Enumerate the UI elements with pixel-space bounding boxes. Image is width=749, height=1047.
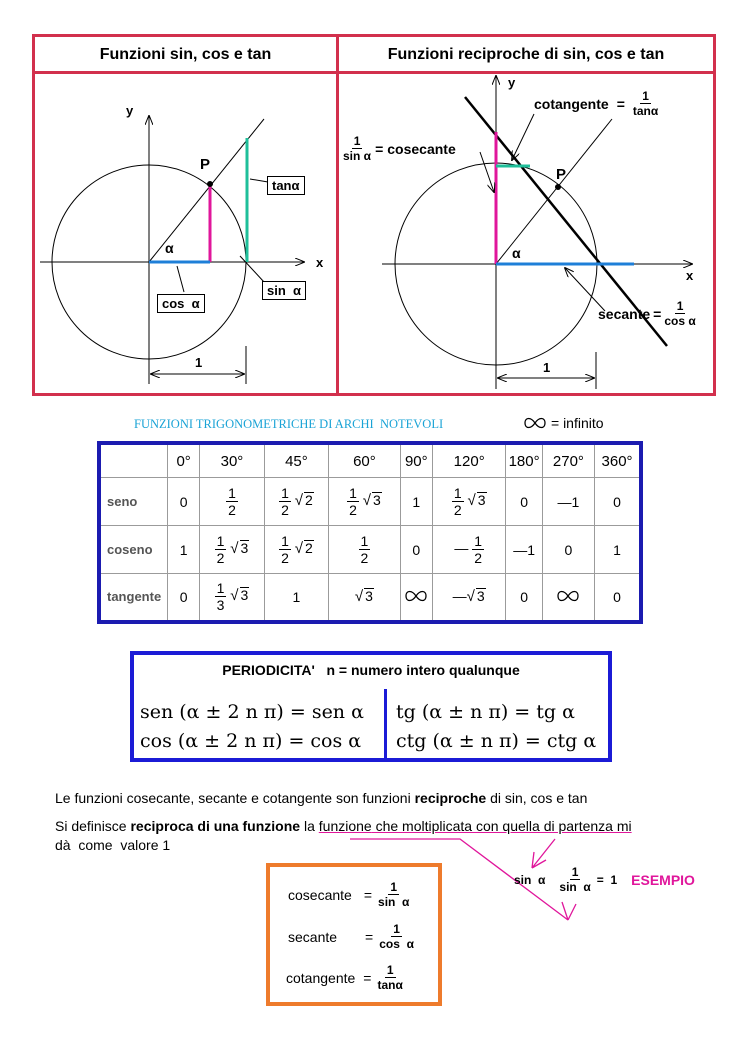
cell (200, 526, 264, 574)
cell (432, 574, 506, 622)
radicand: 3 (372, 492, 381, 509)
num: 1 (349, 485, 357, 501)
header-45: 45° (264, 443, 328, 478)
cot-eq: = (616, 95, 625, 112)
sec-fraction (664, 300, 695, 327)
point-p (207, 181, 213, 187)
reciprocal-eq: = (363, 886, 373, 903)
cell: 1 (595, 526, 641, 574)
sec-eq: = (653, 305, 662, 322)
cell (432, 478, 506, 526)
cell (329, 478, 401, 526)
cell: 1 (264, 574, 328, 622)
radical-sign: √ (362, 492, 371, 510)
text: Le funzioni cosecante, secante e cotangente son funzioni (55, 790, 415, 806)
reciprocal-diagram (337, 34, 716, 396)
cell: 0 (400, 526, 432, 574)
paragraph-line-3: dà come valore 1 (55, 837, 171, 853)
reciprocal-fraction (379, 923, 414, 950)
cell (264, 478, 328, 526)
cell (432, 526, 506, 574)
den: 2 (349, 502, 357, 518)
paragraph-line-2 (55, 818, 632, 834)
csc-pointer (480, 152, 494, 192)
paragraph-line-1 (55, 790, 587, 806)
num: 1 (386, 963, 394, 977)
radical-sign: √ (466, 588, 475, 606)
text: la (300, 818, 319, 834)
cell: —1 (542, 478, 594, 526)
row-label-coseno: coseno (99, 526, 168, 574)
text: Si definisce (55, 818, 131, 834)
secant-formula (598, 300, 696, 327)
right-panel-title: Funzioni reciproche di sin, cos e tan (387, 46, 665, 63)
radical-sign: √ (230, 587, 239, 605)
cosecant-label: cosecante (387, 140, 456, 157)
radicand: 2 (305, 492, 313, 509)
num: 1 (216, 580, 225, 597)
left-panel-title: Funzioni sin, cos e tan (99, 46, 272, 63)
num: 1 (393, 922, 400, 936)
right-angle-label: α (512, 245, 521, 261)
header-180: 180° (506, 443, 542, 478)
num: 1 (281, 533, 289, 549)
den: sin α (378, 895, 410, 909)
example-lhs: sin α (514, 872, 546, 887)
csc-fraction (343, 135, 371, 162)
radicand: 3 (240, 587, 249, 604)
row-label-seno: seno (99, 478, 168, 526)
radical-sign: √ (354, 588, 364, 606)
cell: —1 (506, 526, 542, 574)
cell: 0 (595, 574, 641, 622)
sin-label: sin α (262, 281, 306, 300)
example-fraction (559, 866, 590, 893)
minus-sign: — (452, 588, 467, 605)
den: 2 (281, 502, 289, 518)
radicand: 3 (365, 588, 373, 605)
reciprocal-cotangente (286, 964, 403, 991)
num: 1 (228, 485, 236, 501)
reciprocal-eq: = (365, 928, 374, 945)
left-y-label: y (126, 103, 134, 118)
cos-period-formula: cos (α ± 2 n π) = cos α (140, 730, 362, 752)
left-radius-label: 1 (195, 355, 203, 370)
right-y-label: y (508, 75, 516, 90)
cell (542, 574, 594, 622)
minus-sign: — (454, 540, 469, 557)
header-30: 30° (200, 443, 264, 478)
header-0: 0° (168, 443, 200, 478)
periodicity-note: n = numero intero qualunque (326, 662, 520, 678)
den: 2 (281, 550, 289, 566)
reciprocal-fraction (378, 881, 409, 908)
infinity-icon (523, 417, 547, 429)
left-point-label: P (200, 156, 211, 173)
text-underlined: che moltiplicata con quella di partenza mi (371, 818, 632, 834)
den: 2 (228, 502, 236, 518)
infinity-legend (523, 415, 604, 431)
table-row-seno (99, 478, 641, 526)
cell: 1 (168, 526, 200, 574)
den: 2 (453, 502, 462, 518)
cell: 0 (168, 574, 200, 622)
num: 1 (281, 485, 289, 501)
reciprocal-name: cotangente (286, 969, 356, 986)
cell (264, 526, 328, 574)
unit-circle-diagram (32, 34, 337, 396)
periodicity-title: PERIODICITA' (222, 662, 315, 678)
periodicity-box (130, 651, 612, 762)
left-x-label: x (316, 255, 324, 270)
den: 2 (474, 550, 483, 566)
text-bold: reciproca di una funzione (130, 818, 301, 834)
cotangent-formula (534, 90, 658, 117)
den: cos α (379, 937, 414, 951)
text-bold: reciproche (414, 790, 487, 806)
cot-den: tanα (632, 104, 659, 118)
tg-period-formula: tg (α ± n π) = tg α (396, 701, 575, 723)
cell (200, 574, 264, 622)
cosecant-formula (343, 135, 456, 162)
radicand: 2 (305, 540, 313, 557)
cell (329, 574, 401, 622)
right-radius-label: 1 (543, 360, 551, 375)
table-row-coseno (99, 526, 641, 574)
reciprocal-name: cosecante (288, 886, 352, 903)
den: 2 (360, 550, 369, 566)
den: 3 (216, 597, 225, 614)
connector-arrow-bottom (562, 902, 576, 920)
radical-sign: √ (294, 540, 303, 558)
sin-cos-period (140, 698, 364, 756)
cos-pointer (177, 266, 184, 292)
table-header-row (99, 443, 641, 478)
radical-sign: √ (294, 492, 303, 510)
cos-label: cos α (157, 294, 205, 313)
periodicity-header (134, 662, 608, 678)
cell: 0 (168, 478, 200, 526)
cell (329, 526, 401, 574)
cell: 0 (595, 478, 641, 526)
trig-values-table (97, 441, 643, 624)
cell: 0 (506, 574, 542, 622)
point-p (555, 184, 561, 190)
reciprocal-eq: = (363, 969, 372, 986)
text: di sin, cos e tan (486, 790, 588, 806)
sin-period-formula: sen (α ± 2 n π) = sen α (140, 701, 364, 723)
text-underlined: funzione (318, 818, 372, 834)
radicand: 3 (240, 540, 249, 557)
right-point-label: P (556, 166, 567, 183)
reciprocal-cosecante (288, 881, 409, 908)
header-90: 90° (400, 443, 432, 478)
radicand: 3 (476, 588, 485, 605)
sec-num: 1 (676, 299, 684, 313)
tan-cot-period (396, 698, 596, 756)
secant-label: secante (598, 305, 651, 322)
sec-den: cos α (664, 314, 696, 328)
den: 2 (216, 550, 225, 566)
example-eq: = 1 (596, 872, 618, 887)
csc-eq: = (375, 140, 384, 157)
reciprocal-fraction (377, 964, 402, 991)
cell (400, 574, 432, 622)
table-heading: FUNZIONI TRIGONOMETRICHE DI ARCHI NOTEVOLI (134, 417, 444, 431)
num: 1 (216, 533, 225, 549)
radical-sign: √ (467, 492, 476, 510)
header-360: 360° (595, 443, 641, 478)
cell: 0 (506, 478, 542, 526)
header-120: 120° (432, 443, 506, 478)
num: 1 (571, 865, 579, 879)
cot-pointer (512, 114, 534, 160)
row-label-tangente: tangente (99, 574, 168, 622)
den: tanα (377, 978, 403, 992)
periodicity-divider (384, 689, 387, 762)
tan-pointer (250, 179, 268, 182)
den: sin α (559, 880, 591, 894)
reciprocals-box (266, 863, 442, 1006)
header-270: 270° (542, 443, 594, 478)
sin-pointer (240, 256, 264, 282)
cot-fraction (633, 90, 658, 117)
header-60: 60° (329, 443, 401, 478)
csc-num: 1 (353, 134, 361, 148)
infinity-note: = infinito (551, 415, 604, 431)
infinity-icon (404, 590, 428, 602)
connector-arrow-top (532, 839, 555, 868)
num: 1 (360, 533, 369, 549)
radicand: 3 (477, 492, 486, 509)
corner-cell (99, 443, 168, 478)
ctg-period-formula: ctg (α ± n π) = ctg α (396, 730, 597, 752)
num: 1 (474, 533, 483, 549)
cell: 0 (542, 526, 594, 574)
cell (200, 478, 264, 526)
table-row-tangente (99, 574, 641, 622)
reciprocal-secante (288, 923, 414, 950)
num: 1 (453, 485, 462, 501)
csc-den: sin α (343, 149, 372, 163)
left-angle-label: α (165, 240, 174, 256)
infinity-icon (556, 590, 580, 602)
reciprocal-name: secante (288, 928, 338, 945)
example-label: ESEMPIO (631, 871, 695, 888)
radical-sign: √ (230, 540, 239, 558)
cotangent-label: cotangente (534, 95, 609, 112)
right-x-label: x (686, 268, 694, 283)
tan-label: tanα (267, 176, 305, 195)
cot-num: 1 (642, 89, 649, 103)
example-formula (514, 866, 695, 893)
num: 1 (390, 880, 398, 894)
cell: 1 (400, 478, 432, 526)
